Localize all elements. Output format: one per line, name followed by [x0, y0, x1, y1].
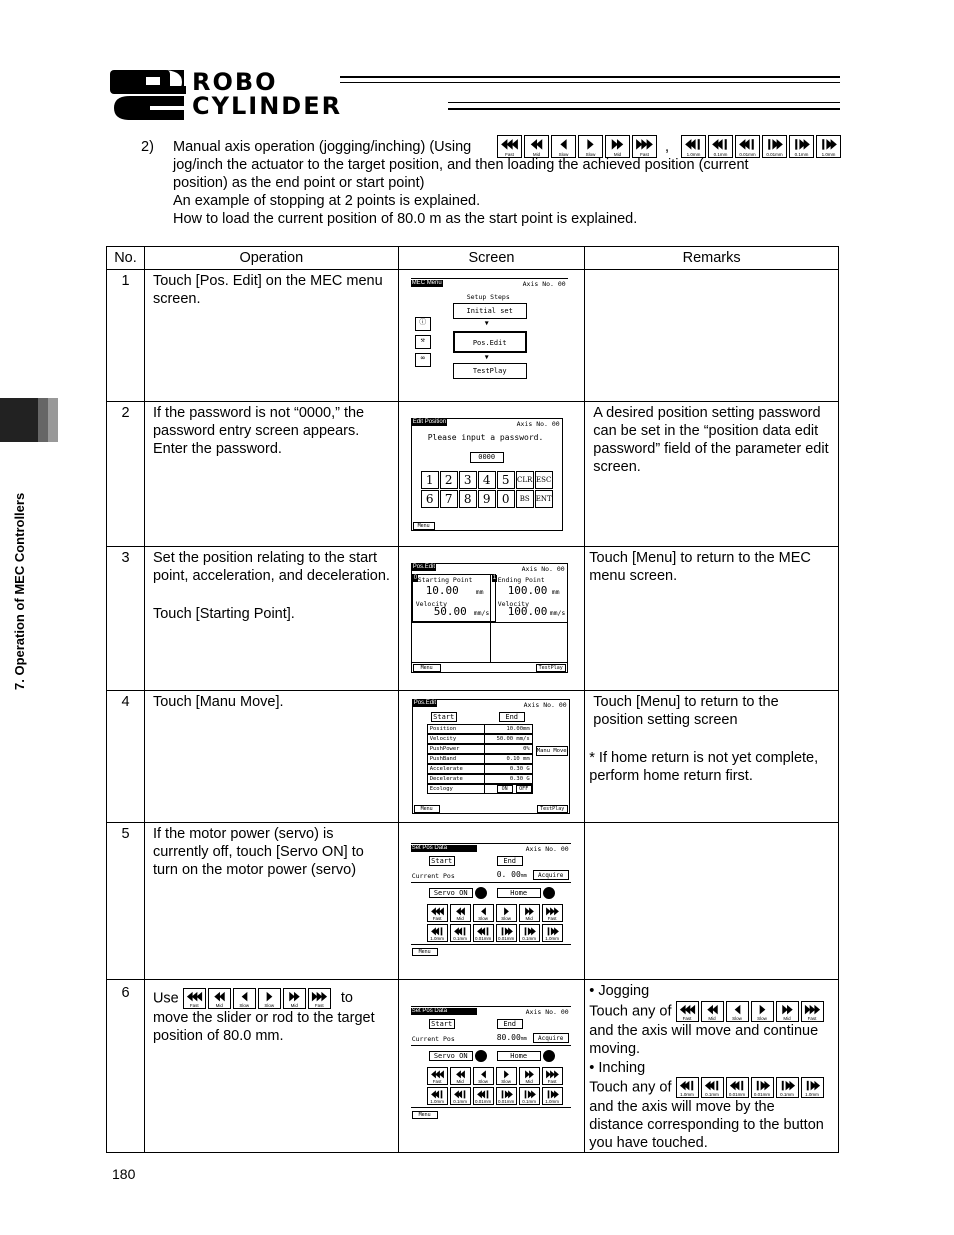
- pe-start-pos: 10.00: [425, 584, 459, 597]
- table-row: [107, 402, 839, 547]
- row-no: 4: [121, 694, 130, 710]
- pd-menu-button[interactable]: Menu: [414, 805, 440, 813]
- key-esc[interactable]: ESC: [535, 471, 553, 489]
- row-operation-2: Touch [Starting Point].: [152, 606, 295, 622]
- inch-back-1-icon[interactable]: 1.0mm: [681, 135, 706, 158]
- header-screen: Screen: [398, 247, 585, 270]
- sp-axis: Axis No. 00: [525, 845, 569, 853]
- param-value: 50.00 mm/s: [496, 736, 530, 742]
- slow-forward-icon[interactable]: Slow: [496, 904, 517, 922]
- pd-title: Pos.Edit: [413, 700, 437, 706]
- param-label: PushPower: [429, 746, 460, 752]
- param-label: PushBand: [429, 756, 457, 762]
- mec-menu-title: MEC Menu: [411, 280, 442, 286]
- acquire-button[interactable]: Acquire: [533, 870, 569, 880]
- slow-forward-icon[interactable]: Slow: [496, 1067, 517, 1085]
- mid-back-icon[interactable]: Mid: [524, 135, 549, 158]
- row-no: 3: [121, 550, 130, 566]
- param-label: Accelerate: [429, 766, 463, 772]
- pe-start-label: Starting Point: [417, 576, 473, 584]
- key-9[interactable]: 9: [478, 490, 496, 508]
- acquire-button[interactable]: Acquire: [533, 1033, 569, 1043]
- param-value: 10.00mm: [506, 726, 530, 732]
- intro-line4: An example of stopping at 2 points is explained.: [173, 193, 481, 209]
- row-no: 6: [121, 985, 130, 1001]
- intro-sep: ,: [665, 139, 670, 155]
- remarks-jog-buttons: [676, 1003, 826, 1019]
- info-icon[interactable]: ⓘ: [415, 317, 431, 331]
- jogging-text: and the axis will move and continue moving.: [589, 1023, 819, 1057]
- row-no: 2: [121, 405, 130, 421]
- logo-rule-bottom: [448, 108, 840, 110]
- table-row: [107, 691, 839, 823]
- sp-start-button[interactable]: Start: [429, 856, 455, 866]
- inch-back-01-icon[interactable]: 0.1mm: [450, 1087, 471, 1105]
- mid-forward-icon[interactable]: Mid: [776, 1001, 799, 1022]
- fast-back-icon[interactable]: Fast: [676, 1001, 699, 1022]
- header-no: No.: [107, 247, 145, 270]
- table-header-row: [107, 247, 839, 270]
- mid-forward-icon[interactable]: Mid: [519, 1067, 540, 1085]
- slow-back-icon[interactable]: Slow: [473, 904, 494, 922]
- pe-end-vel: 100.00: [507, 605, 548, 618]
- robo-cylinder-logo: [110, 70, 840, 120]
- screen-set-pos-6: [399, 980, 585, 1148]
- tools-icon[interactable]: ⚒: [415, 335, 431, 349]
- inch-fwd-001-icon[interactable]: 0.01mm: [762, 135, 787, 158]
- pe-end-pos: 100.00: [507, 584, 548, 597]
- pos-edit-button[interactable]: Pos.Edit: [453, 331, 527, 353]
- fast-forward-icon[interactable]: Fast: [801, 1001, 824, 1022]
- servo-indicator-icon: [475, 887, 487, 899]
- mid-forward-icon[interactable]: Mid: [283, 988, 306, 1009]
- screen-pos-detail: [399, 691, 585, 822]
- ecology-on-button[interactable]: ON: [497, 785, 513, 793]
- procedure-table: [106, 246, 839, 1153]
- inch-fwd-1-icon[interactable]: 1.0mm: [542, 924, 563, 942]
- key-2[interactable]: 2: [440, 471, 458, 489]
- row-operation: If the password is not “0000,” the password entry screen appears. Enter the password.: [152, 405, 365, 457]
- header-operation: Operation: [144, 247, 398, 270]
- table-row: [107, 547, 839, 691]
- row6-jog-buttons: [183, 990, 333, 1006]
- servo-on-button[interactable]: Servo ON: [429, 888, 473, 898]
- fast-forward-icon[interactable]: Fast: [632, 135, 657, 158]
- inch-back-1-icon[interactable]: 1.0mm: [427, 924, 448, 942]
- sp-menu-button[interactable]: Menu: [412, 948, 438, 956]
- param-row: [427, 724, 533, 734]
- row-remarks-2: * If home return is not yet complete, perform home return first.: [589, 750, 819, 784]
- param-value: 0.30 G: [509, 776, 530, 782]
- inching-prefix: Touch any of: [589, 1079, 672, 1096]
- row-no: 5: [121, 826, 130, 842]
- logo-rule-bottom-thin: [448, 102, 840, 103]
- row6-use: Use: [152, 990, 179, 1007]
- inch-back-001-icon[interactable]: 0.01mm: [473, 924, 494, 942]
- inch-back-01-icon[interactable]: 0.1mm: [708, 135, 733, 158]
- intro-inch-buttons: [681, 135, 843, 158]
- inch-fwd-1-icon[interactable]: 1.0mm: [816, 135, 841, 158]
- row-operation: Touch [Pos. Edit] on the MEC menu screen.: [152, 273, 383, 307]
- table-row: [107, 270, 839, 402]
- row-remarks: A desired position setting password can be set in the “position data edit password” field of the parameter edit screen.: [593, 405, 829, 475]
- row-no: 1: [121, 273, 130, 289]
- chapter-label: 7. Operation of MEC Controllers: [12, 492, 27, 690]
- param-value: 0.10 mm: [506, 756, 530, 762]
- sp-end-button[interactable]: End: [497, 1019, 523, 1029]
- chapter-tab: [0, 398, 58, 442]
- param-row: [427, 774, 533, 784]
- row-operation: If the motor power (servo) is currently off, touch [Servo ON] to turn on the motor power (servo): [152, 826, 364, 878]
- pw-title: Edit Position: [412, 419, 447, 425]
- logo-line1: ROBO: [192, 68, 278, 96]
- sp-axis: Axis No. 00: [525, 1008, 569, 1016]
- pe-title: Pos.Edit: [412, 564, 436, 570]
- jogging-prefix: Touch any of: [589, 1003, 672, 1020]
- key-bs[interactable]: BS: [516, 490, 534, 508]
- row-remarks: [585, 270, 838, 272]
- pd-testplay-button[interactable]: TestPlay: [537, 805, 568, 813]
- mid-forward-icon[interactable]: Mid: [605, 135, 630, 158]
- inch-fwd-001-icon[interactable]: 0.01mm: [751, 1077, 774, 1098]
- param-value: 0%: [523, 746, 530, 752]
- home-button[interactable]: Home: [497, 1051, 541, 1061]
- ecology-off-button[interactable]: OFF: [516, 785, 532, 793]
- key-1[interactable]: 1: [421, 471, 439, 489]
- sp-title: Set Pos Data: [411, 1008, 477, 1015]
- pe-vel-label: Velocity: [415, 600, 447, 608]
- header-remarks: Remarks: [585, 247, 839, 270]
- row-operation: move the slider or rod to the target position of 80.0 mm.: [152, 1010, 375, 1044]
- table-row: [107, 980, 839, 1153]
- sp-menu-button[interactable]: Menu: [412, 1111, 438, 1119]
- row-operation: Touch [Manu Move].: [152, 694, 284, 710]
- sp-start-button[interactable]: Start: [429, 1019, 455, 1029]
- fast-back-icon[interactable]: Fast: [427, 904, 448, 922]
- pd-start-button[interactable]: Start: [431, 712, 457, 722]
- key-0[interactable]: 0: [497, 490, 515, 508]
- row-operation: Set the position relating to the start point, acceleration, and deceleration.: [152, 550, 390, 584]
- row-remarks: Touch [Menu] to return to the MEC menu screen.: [589, 550, 811, 584]
- inch-fwd-01-icon[interactable]: 0.1mm: [519, 924, 540, 942]
- mec-menu-axis: Axis No. 00: [522, 280, 566, 288]
- screen-set-pos-5: [399, 823, 585, 979]
- pe-axis: Axis No. 00: [521, 565, 565, 573]
- key-3[interactable]: 3: [459, 471, 477, 489]
- screen-mec-menu: MEC Menu Axis No. 00 Setup Steps Initial set ▼ Pos.Edit ▼ TestPlay ⓘ ⚒ ∞: [399, 270, 585, 401]
- param-row: [427, 754, 533, 764]
- logo-rule-top-thin: [340, 82, 840, 83]
- slow-forward-icon[interactable]: Slow: [258, 988, 281, 1009]
- mid-forward-icon[interactable]: Mid: [519, 904, 540, 922]
- inch-fwd-1-icon[interactable]: 1.0mm: [801, 1077, 824, 1098]
- inch-back-1-icon[interactable]: 1.0mm: [676, 1077, 699, 1098]
- screen-password: [399, 402, 585, 546]
- sp-current-value: 0. 00mm: [496, 870, 527, 879]
- key-4[interactable]: 4: [478, 471, 496, 489]
- remarks-inch-buttons: [676, 1079, 826, 1095]
- pd-end-button[interactable]: End: [499, 712, 525, 722]
- slow-back-icon[interactable]: Slow: [726, 1001, 749, 1022]
- row6-to: to: [340, 990, 353, 1007]
- fast-forward-icon[interactable]: Fast: [308, 988, 331, 1009]
- mid-back-icon[interactable]: Mid: [701, 1001, 724, 1022]
- pw-entry-field[interactable]: 0000: [470, 452, 504, 463]
- inch-fwd-01-icon[interactable]: 0.1mm: [519, 1087, 540, 1105]
- param-value: 0.30 G: [509, 766, 530, 772]
- home-button[interactable]: Home: [497, 888, 541, 898]
- sp-current-label: Current Pos: [411, 872, 455, 880]
- row-remarks: Touch [Menu] to return to the position setting screen: [593, 694, 779, 728]
- param-label: Velocity: [429, 736, 457, 742]
- intro-line1: Manual axis operation (jogging/inching) (Using: [173, 139, 472, 155]
- intro-line2: jog/inch the actuator to the target position, and then loading the achieved position (current: [173, 157, 749, 173]
- inch-back-01-icon[interactable]: 0.1mm: [450, 924, 471, 942]
- inch-back-01-icon[interactable]: 0.1mm: [701, 1077, 724, 1098]
- intro-item-no: 2): [141, 139, 154, 155]
- intro-line3: position) as the end point or start point): [173, 175, 425, 191]
- row-remarks: [585, 823, 838, 825]
- glasses-icon[interactable]: ∞: [415, 353, 431, 367]
- sp-title: Set Pos Data: [411, 845, 477, 852]
- inch-back-1-icon[interactable]: 1.0mm: [427, 1087, 448, 1105]
- key-5[interactable]: 5: [497, 471, 515, 489]
- logo-rule-top: [340, 76, 840, 78]
- intro-line5: How to load the current position of 80.0 m as the start point is explained.: [173, 211, 638, 227]
- sp-current-value: 80.00mm: [496, 1033, 527, 1042]
- param-row: [427, 744, 533, 754]
- home-indicator-icon: [543, 887, 555, 899]
- inch-fwd-001-icon[interactable]: 0.01mm: [496, 1087, 517, 1105]
- sp-current-label: Current Pos: [411, 1035, 455, 1043]
- key-clr[interactable]: CLR: [516, 471, 534, 489]
- servo-on-button[interactable]: Servo ON: [429, 1051, 473, 1061]
- param-label: Ecology: [429, 786, 453, 792]
- pe-start-vel: 50.00: [433, 605, 467, 618]
- inch-fwd-1-icon[interactable]: 1.0mm: [542, 1087, 563, 1105]
- manu-move-button[interactable]: Manu Move: [536, 748, 567, 754]
- key-ent[interactable]: ENT: [535, 490, 553, 508]
- testplay-button[interactable]: TestPlay: [453, 363, 527, 379]
- intro-jog-buttons: [497, 135, 659, 158]
- inch-back-001-icon[interactable]: 0.01mm: [735, 135, 760, 158]
- inch-fwd-01-icon[interactable]: 0.1mm: [776, 1077, 799, 1098]
- fast-back-icon[interactable]: Fast: [183, 988, 206, 1009]
- logo-line2: CYLINDER: [192, 92, 343, 120]
- pe-menu-button[interactable]: Menu: [413, 664, 441, 672]
- mid-back-icon[interactable]: Mid: [450, 1067, 471, 1085]
- sp-end-button[interactable]: End: [497, 856, 523, 866]
- servo-indicator-icon: [475, 1050, 487, 1062]
- jogging-title: • Jogging: [589, 983, 650, 999]
- inching-title: • Inching: [589, 1060, 646, 1076]
- home-indicator-icon: [543, 1050, 555, 1062]
- fast-back-icon[interactable]: Fast: [497, 135, 522, 158]
- slow-back-icon[interactable]: Slow: [473, 1067, 494, 1085]
- pw-menu-button[interactable]: Menu: [413, 522, 435, 530]
- initial-set-button[interactable]: Initial set: [453, 303, 527, 319]
- mec-menu-setup: Setup Steps: [466, 293, 510, 301]
- fast-forward-icon[interactable]: Fast: [542, 904, 563, 922]
- inching-text: and the axis will move by the distance corresponding to the button you have touched.: [589, 1099, 824, 1151]
- screen-pos-edit: Pos.Edit Axis No. 00 0 Starting Point 10.00 mm Velocity 50.00 mm/s 1 Ending Point 100.00 mm Velocity 100.00 mm/s Menu TestPlay: [399, 547, 585, 690]
- table-row: [107, 823, 839, 980]
- inch-back-001-icon[interactable]: 0.01mm: [473, 1087, 494, 1105]
- pw-prompt: Please input a password.: [427, 433, 544, 442]
- param-label: Decelerate: [429, 776, 463, 782]
- fast-back-icon[interactable]: Fast: [427, 1067, 448, 1085]
- pe-testplay-button[interactable]: TestPlay: [536, 664, 566, 672]
- slow-forward-icon[interactable]: Slow: [578, 135, 603, 158]
- fast-forward-icon[interactable]: Fast: [542, 1067, 563, 1085]
- pd-axis: Axis No. 00: [523, 701, 567, 709]
- mid-back-icon[interactable]: Mid: [450, 904, 471, 922]
- pe-end-label: Ending Point: [497, 576, 545, 584]
- inch-fwd-001-icon[interactable]: 0.01mm: [496, 924, 517, 942]
- mid-back-icon[interactable]: Mid: [208, 988, 231, 1009]
- key-8[interactable]: 8: [459, 490, 477, 508]
- page-number: 180: [112, 1166, 136, 1182]
- slow-forward-icon[interactable]: Slow: [751, 1001, 774, 1022]
- key-7[interactable]: 7: [440, 490, 458, 508]
- slow-back-icon[interactable]: Slow: [233, 988, 256, 1009]
- param-row: [427, 764, 533, 774]
- inch-fwd-01-icon[interactable]: 0.1mm: [789, 135, 814, 158]
- key-6[interactable]: 6: [421, 490, 439, 508]
- param-row: [427, 734, 533, 744]
- pw-axis: Axis No. 00: [516, 420, 560, 428]
- inch-back-001-icon[interactable]: 0.01mm: [726, 1077, 749, 1098]
- slow-back-icon[interactable]: Slow: [551, 135, 576, 158]
- param-label: Position: [429, 726, 457, 732]
